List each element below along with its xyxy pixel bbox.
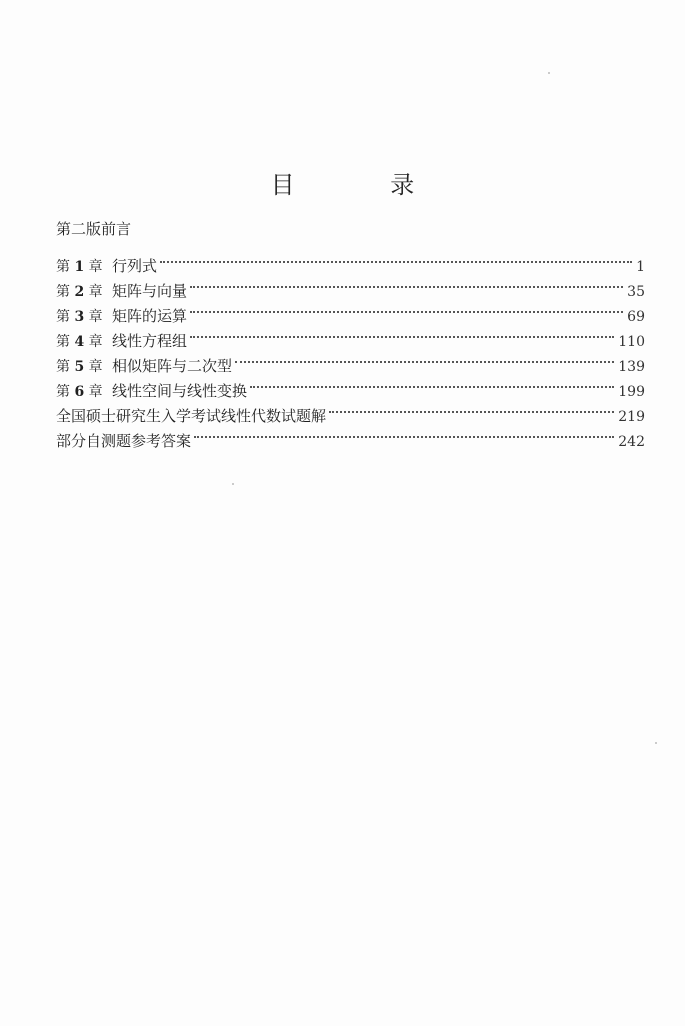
chapter-number: 第 5 章: [56, 359, 103, 375]
chapter-number: 第 3 章: [56, 309, 103, 325]
leader-dots: [160, 246, 632, 271]
chapter-number: 第 2 章: [56, 284, 103, 300]
scan-speck: [548, 72, 550, 74]
entry-title: 部分自测题参考答案: [56, 432, 192, 450]
chapter-title: 线性空间与线性变换: [112, 382, 248, 400]
toc-entry-preface[interactable]: 第二版前言: [56, 220, 132, 238]
leader-dots: [329, 396, 614, 421]
chapter-title: 线性方程组: [112, 332, 188, 350]
page-number: 199: [618, 384, 645, 400]
chapter-number: 第 1 章: [56, 259, 103, 275]
page-number: 69: [627, 309, 645, 325]
scan-speck: [655, 742, 657, 744]
page-number: 219: [618, 409, 645, 425]
leader-dots: [190, 296, 623, 321]
entry-title: 全国硕士研究生入学考试线性代数试题解: [56, 407, 327, 425]
leader-dots: [190, 321, 614, 346]
toc-entry-chapter-1[interactable]: [56, 246, 645, 275]
chapter-title: 矩阵与向量: [112, 282, 188, 300]
page-number: 242: [618, 434, 645, 450]
chapter-title: 矩阵的运算: [112, 307, 188, 325]
page-number: 139: [618, 359, 645, 375]
table-of-contents: [56, 220, 645, 450]
chapter-title: 相似矩阵与二次型: [112, 357, 233, 375]
leader-dots: [235, 346, 614, 371]
page-number: 35: [627, 284, 645, 300]
leader-dots: [194, 421, 614, 446]
leader-dots: [190, 271, 623, 296]
scan-speck: [232, 483, 234, 485]
page-title: 目 录: [270, 171, 459, 199]
page-number: 1: [636, 259, 645, 275]
leader-dots: [250, 371, 614, 396]
chapter-number: 第 6 章: [56, 384, 103, 400]
chapter-number: 第 4 章: [56, 334, 103, 350]
chapter-title: 行列式: [112, 257, 158, 275]
page-number: 110: [618, 334, 645, 350]
